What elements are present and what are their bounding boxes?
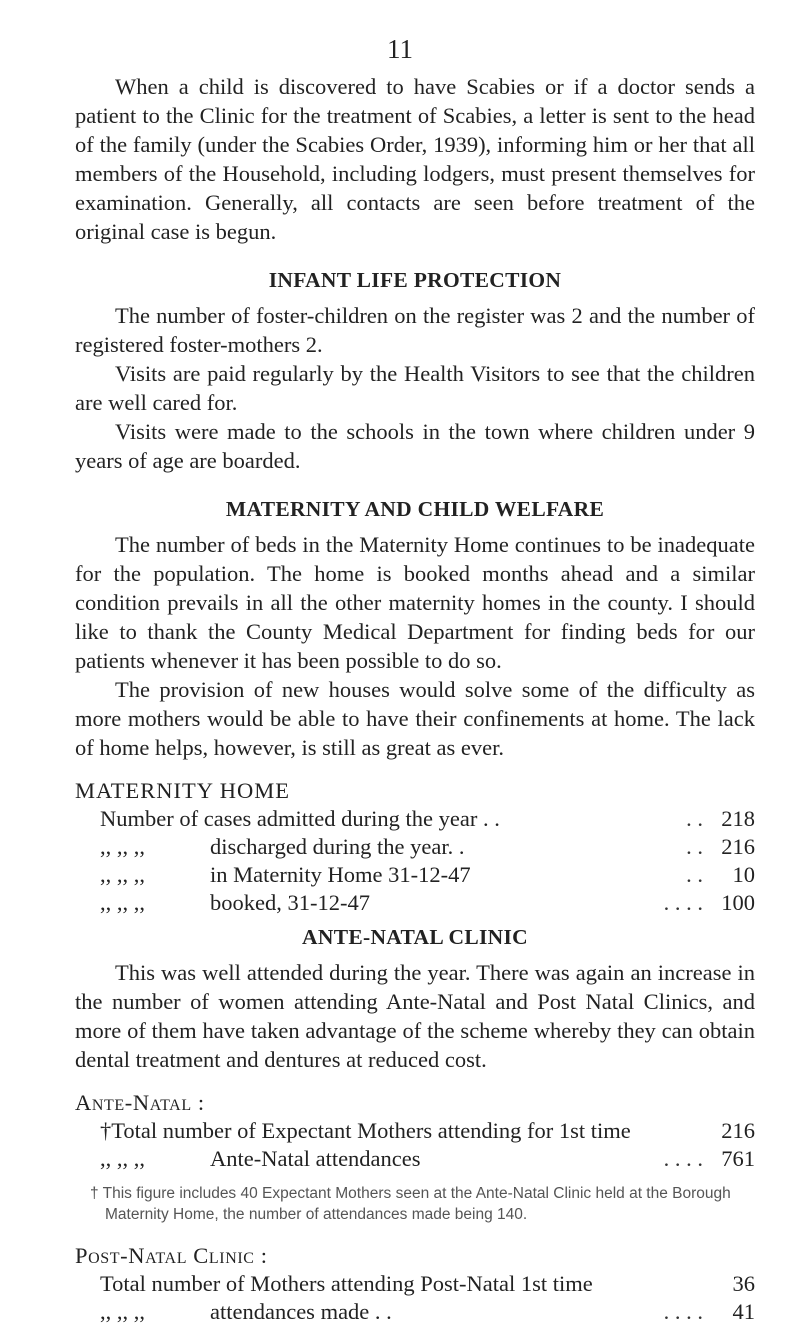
row-label: in Maternity Home 31-12-47 xyxy=(210,862,471,887)
intro-paragraph: When a child is discovered to have Scabies or if a doctor sends a patient to the Clinic for the treatment of Scabies, a letter is sent to the head of the family (under the Scabies Order, 1939), informing him or her that all members of the Household, including lodgers, must present themselves for examination. Generally, all contacts are seen before treatment of the original case is begun. xyxy=(75,74,755,244)
table-row xyxy=(100,861,755,889)
infant-life-paragraph: Visits are paid regularly by the Health Visitors to see that the children are well cared for. xyxy=(75,361,755,415)
infant-life-paragraph: The number of foster-children on the register was 2 and the number of registered foster-mothers 2. xyxy=(75,303,755,357)
table-row xyxy=(100,1298,755,1326)
maternity-home-label: MATERNITY HOME xyxy=(75,778,291,803)
row-label: attendances made . . xyxy=(210,1299,392,1324)
ante-natal-table xyxy=(75,1117,755,1173)
leader-dots: . . . . xyxy=(663,1299,703,1324)
table-row xyxy=(100,833,755,861)
leader-dots: . . . . xyxy=(663,890,703,915)
row-label: Total number of Mothers attending Post-Natal 1st time xyxy=(100,1271,593,1296)
row-value: 100 xyxy=(721,890,755,915)
footnote: † This figure includes 40 Expectant Mothers seen at the Ante-Natal Clinic held at the Borough Maternity Home, the number of attendances made being 140. xyxy=(90,1185,731,1223)
table-row xyxy=(100,1270,755,1298)
row-label: booked, 31-12-47 xyxy=(210,890,370,915)
row-value: 761 xyxy=(721,1146,755,1171)
row-value: 10 xyxy=(732,862,755,887)
ditto-marks: ,, ,, ,, xyxy=(100,890,145,915)
infant-life-paragraph: Visits were made to the schools in the town where children under 9 years of age are boarded. xyxy=(75,419,755,473)
ante-natal-clinic-paragraph: This was well attended during the year. There was again an increase in the number of women attending Ante-Natal and Post Natal Clinics, and more of them have taken advantage of the scheme whereby they can obtain dental treatment and dentures at reduced cost. xyxy=(75,960,755,1072)
row-label: Ante-Natal attendances xyxy=(210,1146,421,1171)
page-content xyxy=(75,72,755,1326)
ditto-marks: ,, ,, ,, xyxy=(100,1146,145,1171)
table-row xyxy=(100,1145,755,1173)
leader-dots: . . xyxy=(686,834,703,859)
row-label: †Total number of Expectant Mothers attending for 1st time xyxy=(100,1118,631,1143)
ante-natal-label: Ante-Natal : xyxy=(75,1090,205,1115)
table-row xyxy=(100,1117,755,1145)
row-label: Number of cases admitted during the year . . xyxy=(100,806,500,831)
maternity-welfare-paragraph: The provision of new houses would solve some of the difficulty as more mothers would be able to have their confinements at home. The lack of home helps, however, is still as great as ever. xyxy=(75,677,755,760)
leader-dots: . . . . xyxy=(663,1146,703,1171)
ditto-marks: ,, ,, ,, xyxy=(100,1299,145,1324)
row-value: 216 xyxy=(721,1118,755,1143)
row-value: 216 xyxy=(721,834,755,859)
row-value: 36 xyxy=(732,1271,755,1296)
ditto-marks: ,, ,, ,, xyxy=(100,862,145,887)
row-label: discharged during the year. . xyxy=(210,834,465,859)
infant-life-heading: INFANT LIFE PROTECTION xyxy=(268,268,562,292)
leader-dots: . . xyxy=(686,806,703,831)
maternity-welfare-paragraph: The number of beds in the Maternity Home continues to be inadequate for the population. The home is booked months ahead and a similar condition prevails in all the other maternity homes in the county. I should like to thank the County Medical Department for finding beds for our patients whenever it has been possible to do so. xyxy=(75,532,755,673)
maternity-home-table xyxy=(75,805,755,917)
table-row xyxy=(100,889,755,917)
row-value: 41 xyxy=(732,1299,755,1324)
maternity-welfare-heading: MATERNITY AND CHILD WELFARE xyxy=(225,497,605,521)
post-natal-label: Post-Natal Clinic : xyxy=(75,1243,268,1268)
ditto-marks: ,, ,, ,, xyxy=(100,834,145,859)
post-natal-table xyxy=(75,1270,755,1326)
leader-dots: . . xyxy=(686,862,703,887)
ante-natal-clinic-heading: ANTE-NATAL CLINIC xyxy=(302,925,528,949)
row-value: 218 xyxy=(721,806,755,831)
page-number: 11 xyxy=(387,34,413,64)
table-row xyxy=(100,805,755,833)
